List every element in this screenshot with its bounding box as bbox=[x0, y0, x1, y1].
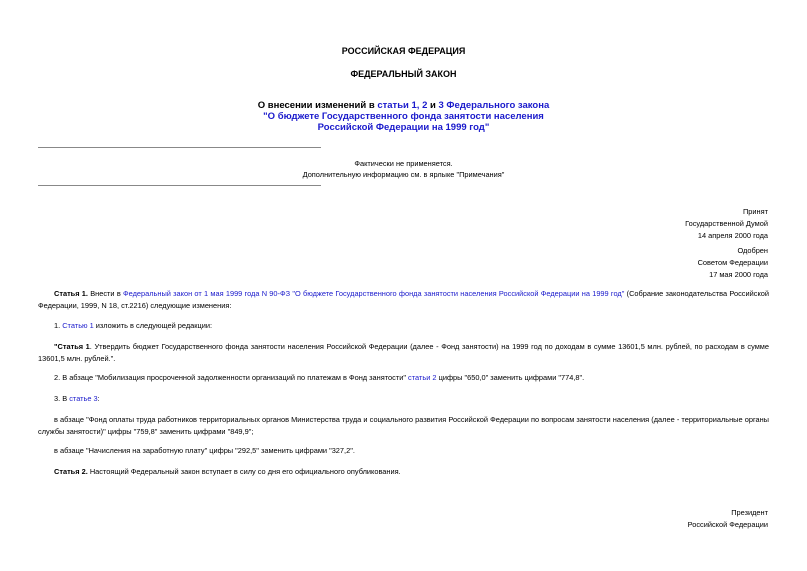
signature-country: Российской Федерации bbox=[687, 520, 768, 529]
article-2-text: Настоящий Федеральный закон вступает в силу со дня его официального опубликования. bbox=[87, 467, 401, 476]
item-3-subparagraph-2 bbox=[38, 445, 769, 457]
article-2-paragraph bbox=[38, 466, 769, 478]
item-1-number: 1. bbox=[54, 321, 63, 330]
item-2-text-b: цифры "650,0" заменить цифрами "774,8". bbox=[436, 373, 585, 382]
adopted-body: Государственной Думой bbox=[685, 219, 768, 228]
approved-date: 17 мая 2000 года bbox=[709, 270, 768, 279]
law-type-heading: ФЕДЕРАЛЬНЫЙ ЗАКОН bbox=[350, 69, 457, 79]
country-heading: РОССИЙСКАЯ ФЕДЕРАЦИЯ bbox=[341, 46, 466, 56]
article-1-paragraph bbox=[38, 288, 769, 311]
approved-block bbox=[698, 245, 768, 281]
quoted-article-label: "Статья 1 bbox=[54, 342, 90, 351]
notice-line-2: Дополнительную информацию см. в ярлыке "Примечания" bbox=[302, 170, 505, 179]
law-title-line-1 bbox=[0, 100, 807, 111]
notice-bottom-divider bbox=[38, 185, 321, 186]
quoted-article-text: . Утвердить бюджет Государственного фонда занятости населения Российской Федерации (далее - Фонд занятости) на 1999 год по доходам в сумме 13601,5 млн. рублей, по расходам в сумме 13601,5 млн. рублей.". bbox=[38, 342, 769, 363]
approved-body: Советом Федерации bbox=[697, 258, 768, 267]
item-3-text-a: 3. В bbox=[54, 394, 70, 403]
link-article-1[interactable]: Статью 1 bbox=[62, 321, 94, 330]
notice-top-divider bbox=[38, 147, 321, 148]
link-article-3-federal-law[interactable]: 3 Федерального закона bbox=[438, 100, 550, 111]
item-1-text: изложить в следующей редакции: bbox=[93, 321, 213, 330]
link-article-2[interactable]: статьи 2 bbox=[408, 373, 437, 382]
link-federal-law-90fz[interactable]: Федеральный закон от 1 мая 1999 года N 90-ФЗ "О бюджете Государственного фонда занятости населения Российской Федерации на 1999 год" bbox=[123, 289, 625, 298]
adopted-label: Принят bbox=[742, 207, 768, 216]
item-2-text-a: 2. В абзаце "Мобилизация просроченной задолженности организаций по платежам в Фонд занятости" bbox=[54, 373, 409, 382]
title-text-b: и bbox=[427, 100, 439, 111]
title-text-a: О внесении изменений в bbox=[257, 100, 378, 111]
item-3-subparagraph-1 bbox=[38, 414, 769, 437]
item-3-sub-1-text: в абзаце "Фонд оплаты труда работников территориальных органов Министерства труда и социального развития Российской Федерации по вопросам занятости населения (далее - территориальные органы службы занятости)" цифры "759,8" заменить цифрами "849,9"; bbox=[38, 415, 769, 436]
item-3-paragraph bbox=[38, 393, 769, 405]
law-title-line-2[interactable]: "О бюджете Государственного фонда занятости населения bbox=[263, 111, 544, 122]
law-title-line-3[interactable]: Российской Федерации на 1999 год" bbox=[317, 122, 490, 133]
approved-label: Одобрен bbox=[737, 246, 768, 255]
quoted-article-paragraph bbox=[38, 341, 769, 364]
link-article-3[interactable]: статье 3 bbox=[69, 394, 98, 403]
article-1-label: Статья 1. bbox=[54, 289, 88, 298]
notice-line-1: Фактически не применяется. bbox=[354, 159, 453, 168]
signature-block bbox=[688, 507, 768, 531]
item-3-text-b: : bbox=[97, 394, 100, 403]
item-1-paragraph bbox=[38, 320, 769, 332]
adopted-date: 14 апреля 2000 года bbox=[697, 231, 768, 240]
article-1-text-a: Внести в bbox=[87, 289, 124, 298]
item-2-paragraph bbox=[38, 372, 769, 384]
item-3-sub-2-text: в абзаце "Начисления на заработную плату" цифры "292,5" заменить цифрами "327,2". bbox=[54, 446, 355, 455]
link-articles-1-2[interactable]: статьи 1, 2 bbox=[377, 100, 428, 111]
adopted-block bbox=[685, 206, 768, 242]
signature-title: Президент bbox=[731, 508, 768, 517]
article-1-text-b: (Собрание законодательства Российской Федерации, 1999, N 18, ст.2216) следующие изменения: bbox=[38, 289, 769, 310]
article-2-label: Статья 2. bbox=[54, 467, 88, 476]
